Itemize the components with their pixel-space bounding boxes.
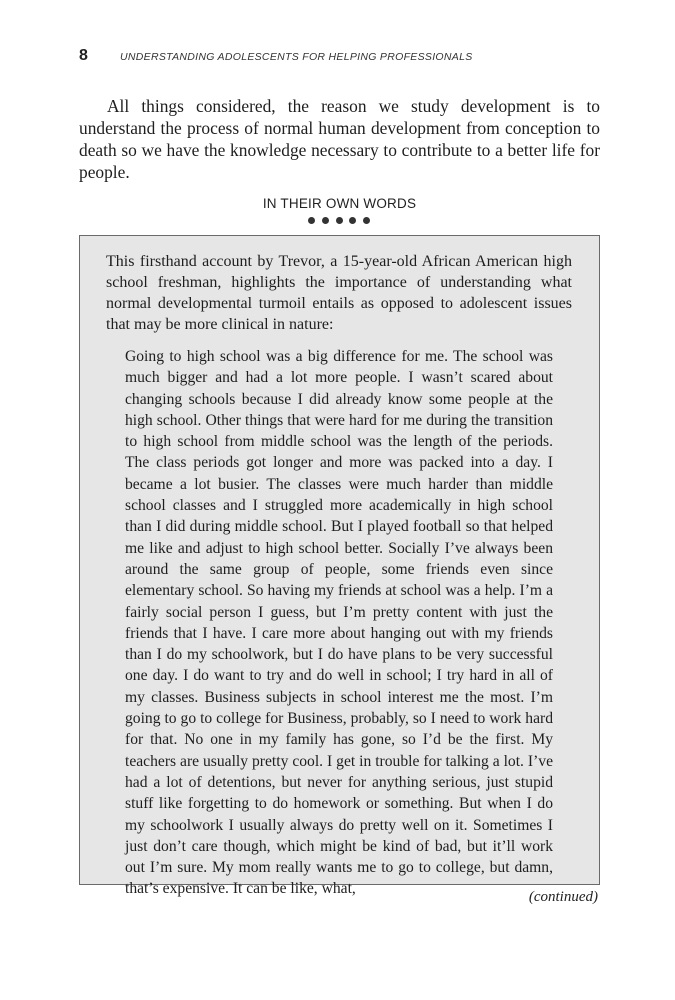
ornament-dot <box>336 217 343 224</box>
ornament-dot <box>349 217 356 224</box>
continued-label: (continued) <box>528 889 598 905</box>
ornament-dot <box>322 217 329 224</box>
ornament-dots <box>308 217 370 225</box>
running-title: UNDERSTANDING ADOLESCENTS FOR HELPING PROFESSIONALS <box>120 51 473 63</box>
sidebar-heading: IN THEIR OWN WORDS <box>262 196 417 211</box>
ornament-dot <box>363 217 370 224</box>
running-head <box>79 47 619 69</box>
ornament-dot <box>308 217 315 224</box>
intro-paragraph: All things considered, the reason we study development is to understand the process of normal human development from conception to death so we have the knowledge necessary to contribute to a better life for people. <box>79 96 600 182</box>
trevor-quote: Going to high school was a big difference for me. The school was much bigger and had a lot more people. I wasn’t scared about changing schools because I did already know some people at the high school. Other things that were hard for me during the transition to high school from middle school was the length of the periods. The class periods got longer and more was packed into a day. I became a lot busier. The classes were much harder than middle school classes and I struggled more academically in high school than I did during middle school. But I played football so that helped me like and adjust to high school better. Socially I’ve always been around the same group of people, some friends even since elementary school. So having my friends at school was a help. I’m a fairly social person I guess, but I’m pretty content with just the friends that I have. I care more about hanging out with my friends than I do my schoolwork, but I do have plans to be very successful one day. I do want to try and do well in school; I try hard in all of my classes. Business subjects in school interest me the most. I’m going to go to college for Business, probably, so I need to work hard for that. No one in my family has gone, so I’d be the first. My teachers are usually pretty cool. I get in trouble for talking a lot. I’ve had a lot of detentions, but never for anything serious, just stupid stuff like forgetting to do homework or something. But when I do my schoolwork I usually always do pretty well on it. Sometimes I just don’t care though, which might be kind of bad, but it’ll work out I’m sure. My mom really wants me to go to college, but damn, that’s expensive. It can be like, what, <box>125 348 553 898</box>
sidebar-intro: This firsthand account by Trevor, a 15-year-old African American high school freshman, highlights the importance of understanding what normal developmental turmoil entails as opposed to adolescent issues that may be more clinical in nature: <box>106 253 572 333</box>
page-number: 8 <box>79 47 88 64</box>
